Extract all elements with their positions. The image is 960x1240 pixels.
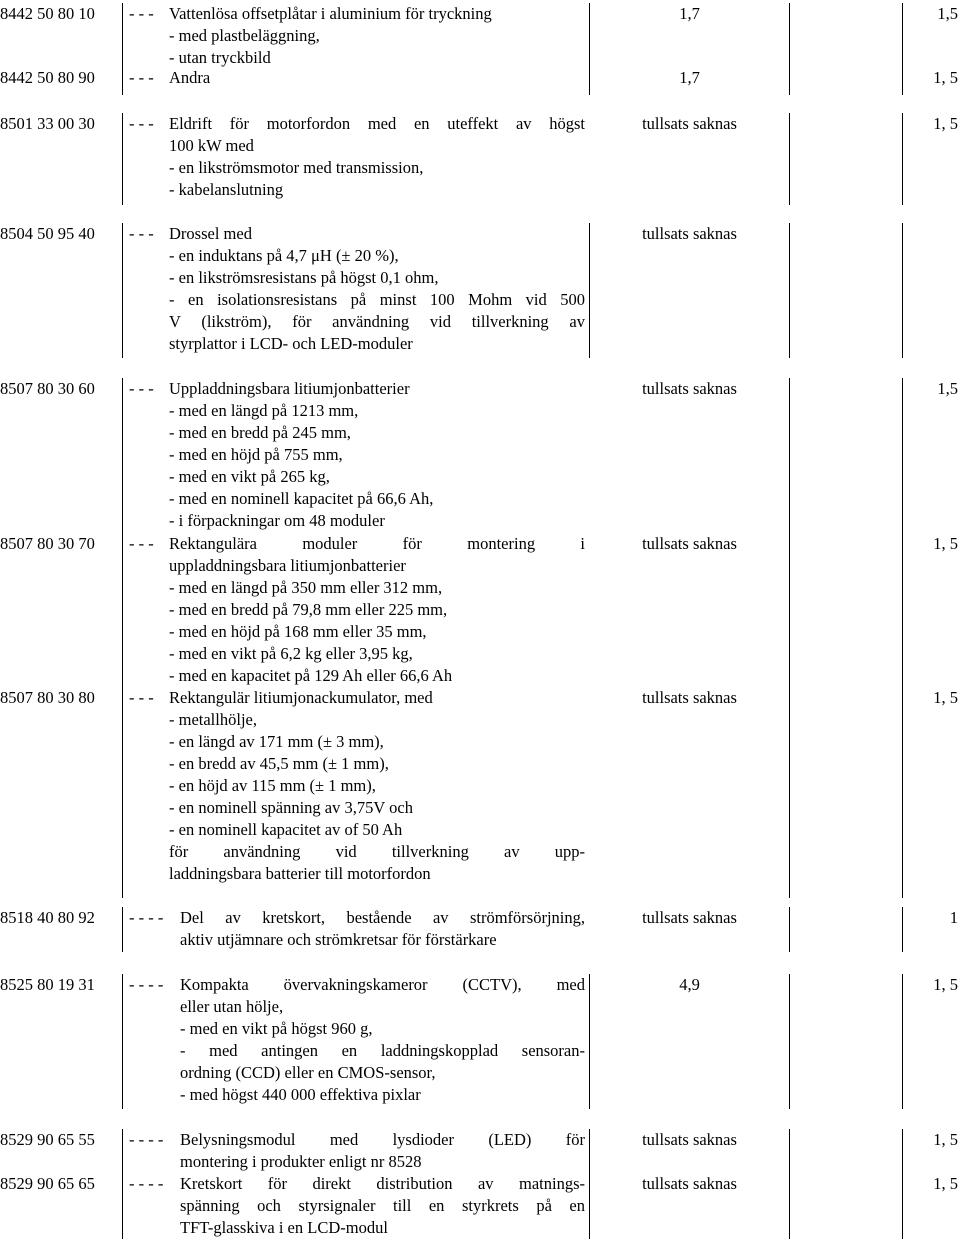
description-line: aktiv utjämnare och strömkretsar för förstärkare (180, 930, 497, 949)
secondary-rate: 1, 5 (933, 1174, 958, 1193)
description-line: Andra (169, 68, 211, 87)
description-line: - en likströmsresistans på högst 0,1 ohm, (169, 268, 439, 287)
description-line: - utan tryckbild (169, 48, 271, 67)
tariff-entry (0, 113, 960, 201)
tariff-entry (0, 378, 960, 532)
column-rule (122, 907, 123, 952)
duty-rate: tullsats saknas (642, 1174, 737, 1193)
goods-description (169, 378, 585, 532)
column-rule (122, 113, 123, 205)
tariff-code: 8501 33 00 30 (0, 114, 95, 133)
description-line: - med en höjd på 168 mm eller 35 mm, (169, 622, 427, 641)
description-line: - metallhölje, (169, 710, 257, 729)
description-line: - med plastbeläggning, (169, 26, 320, 45)
goods-description (169, 67, 585, 89)
description-line: för användning vid tillverkning av upp- (169, 842, 585, 861)
description-line: - med en bredd på 79,8 mm eller 225 mm, (169, 600, 448, 619)
description-line: V (likström), för användning vid tillverkning av (169, 312, 585, 331)
description-line: - en induktans på 4,7 μH (± 20 %), (169, 246, 399, 265)
description-line: - med en vikt på 265 kg, (169, 467, 330, 486)
secondary-rate: 1,5 (937, 379, 958, 398)
description-line: - med en nominell kapacitet på 66,6 Ah, (169, 489, 434, 508)
goods-description (180, 907, 585, 951)
indent-dashes: - - - (129, 379, 154, 398)
tariff-code: 8504 50 95 40 (0, 224, 95, 243)
column-rule (789, 223, 790, 358)
duty-rate: 1,7 (679, 4, 700, 23)
description-line: - en nominell spänning av 3,75V och (169, 798, 413, 817)
goods-description (169, 533, 585, 687)
description-line: - en bredd av 45,5 mm (± 1 mm), (169, 754, 389, 773)
secondary-rate: 1 (949, 908, 958, 927)
tariff-entry (0, 1129, 960, 1173)
description-line: - med en kapacitet på 129 Ah eller 66,6 Ah (169, 666, 453, 685)
column-rule (589, 223, 590, 358)
secondary-rate: 1, 5 (933, 688, 958, 707)
indent-dashes: - - - - (129, 1130, 164, 1149)
description-line: Rektangulära moduler för montering i (169, 534, 585, 553)
tariff-code: 8507 80 30 60 (0, 379, 95, 398)
secondary-rate: 1, 5 (933, 975, 958, 994)
indent-dashes: - - - (129, 224, 154, 243)
tariff-entry (0, 1173, 960, 1239)
description-line: Vattenlösa offsetplåtar i aluminium för tryckning (169, 4, 492, 23)
description-line: - kabelanslutning (169, 180, 284, 199)
duty-rate: tullsats saknas (642, 114, 737, 133)
tariff-code: 8525 80 19 31 (0, 975, 95, 994)
indent-dashes: - - - - (129, 1174, 164, 1193)
description-line: - med en längd på 1213 mm, (169, 401, 359, 420)
description-line: - med en längd på 350 mm eller 312 mm, (169, 578, 443, 597)
secondary-rate: 1, 5 (933, 534, 958, 553)
tariff-entry (0, 907, 960, 951)
column-rule (789, 974, 790, 1109)
tariff-code: 8507 80 30 80 (0, 688, 95, 707)
duty-rate: tullsats saknas (642, 224, 737, 243)
description-line: - med antingen en laddningskopplad sensoran- (180, 1041, 585, 1060)
description-line: spänning och styrsignaler till en styrkrets på en (180, 1196, 585, 1215)
column-rule (789, 113, 790, 205)
description-line: Drossel med (169, 224, 252, 243)
goods-description (169, 687, 585, 885)
description-line: - i förpackningar om 48 moduler (169, 511, 385, 530)
secondary-rate: 1,5 (937, 4, 958, 23)
description-line: 100 kW med (169, 136, 254, 155)
description-line: Eldrift för motorfordon med en uteffekt av högst (169, 114, 585, 133)
description-line: Del av kretskort, bestående av strömförsörjning, (180, 908, 585, 927)
duty-rate: tullsats saknas (642, 534, 737, 553)
description-line: - en isolationsresistans på minst 100 Mohm vid 500 (169, 290, 585, 309)
column-rule (902, 974, 903, 1109)
column-rule (789, 907, 790, 952)
goods-description (169, 223, 585, 355)
description-line: - med högst 440 000 effektiva pixlar (180, 1085, 421, 1104)
description-line: Kompakta övervakningskameror (CCTV), med (180, 975, 585, 994)
description-line: - en nominell kapacitet av of 50 Ah (169, 820, 403, 839)
description-line: - en likströmsmotor med transmission, (169, 158, 424, 177)
secondary-rate: 1, 5 (933, 1130, 958, 1149)
description-line: styrplattor i LCD- och LED-moduler (169, 334, 413, 353)
description-line: - en längd av 171 mm (± 3 mm), (169, 732, 384, 751)
description-line: - med en höjd på 755 mm, (169, 445, 343, 464)
duty-rate: tullsats saknas (642, 379, 737, 398)
duty-rate: tullsats saknas (642, 688, 737, 707)
tariff-code: 8507 80 30 70 (0, 534, 95, 553)
indent-dashes: - - - (129, 688, 154, 707)
tariff-code: 8442 50 80 10 (0, 4, 95, 23)
tariff-code: 8529 90 65 65 (0, 1174, 95, 1193)
tariff-entry (0, 533, 960, 687)
description-line: montering i produkter enligt nr 8528 (180, 1152, 422, 1171)
indent-dashes: - - - - (129, 908, 164, 927)
tariff-entry (0, 3, 960, 69)
duty-rate: 4,9 (679, 975, 700, 994)
goods-description (180, 1173, 585, 1239)
secondary-rate: 1, 5 (933, 68, 958, 87)
goods-description (169, 113, 585, 201)
column-rule (902, 907, 903, 952)
description-line: laddningsbara batterier till motorfordon (169, 864, 431, 883)
description-line: Belysningsmodul med lysdioder (LED) för (180, 1130, 585, 1149)
duty-rate: tullsats saknas (642, 908, 737, 927)
duty-rate: tullsats saknas (642, 1130, 737, 1149)
tariff-code: 8442 50 80 90 (0, 68, 95, 87)
column-rule (902, 113, 903, 205)
description-line: Rektangulär litiumjonackumulator, med (169, 688, 433, 707)
tariff-code: 8518 40 80 92 (0, 908, 95, 927)
description-line: - med en vikt på 6,2 kg eller 3,95 kg, (169, 644, 413, 663)
description-line: TFT-glasskiva i en LCD-modul (180, 1218, 388, 1237)
description-line: - med en vikt på högst 960 g, (180, 1019, 373, 1038)
column-rule (902, 223, 903, 358)
tariff-entry (0, 67, 960, 89)
goods-description (180, 1129, 585, 1173)
description-line: Kretskort för direkt distribution av matnings- (180, 1174, 585, 1193)
tariff-code: 8529 90 65 55 (0, 1130, 95, 1149)
indent-dashes: - - - (129, 68, 154, 87)
column-rule (122, 223, 123, 358)
description-line: uppladdningsbara litiumjonbatterier (169, 556, 406, 575)
duty-rate: 1,7 (679, 68, 700, 87)
description-line: - en höjd av 115 mm (± 1 mm), (169, 776, 376, 795)
description-line: ordning (CCD) eller en CMOS-sensor, (180, 1063, 436, 1082)
description-line: Uppladdningsbara litiumjonbatterier (169, 379, 410, 398)
tariff-entry (0, 974, 960, 1106)
indent-dashes: - - - (129, 534, 154, 553)
tariff-entry (0, 223, 960, 355)
indent-dashes: - - - - (129, 975, 164, 994)
goods-description (169, 3, 585, 69)
tariff-entry (0, 687, 960, 885)
description-line: eller utan hölje, (180, 997, 284, 1016)
indent-dashes: - - - (129, 114, 154, 133)
secondary-rate: 1, 5 (933, 114, 958, 133)
column-rule (122, 974, 123, 1109)
goods-description (180, 974, 585, 1106)
column-rule (589, 974, 590, 1109)
description-line: - med en bredd på 245 mm, (169, 423, 351, 442)
indent-dashes: - - - (129, 4, 154, 23)
